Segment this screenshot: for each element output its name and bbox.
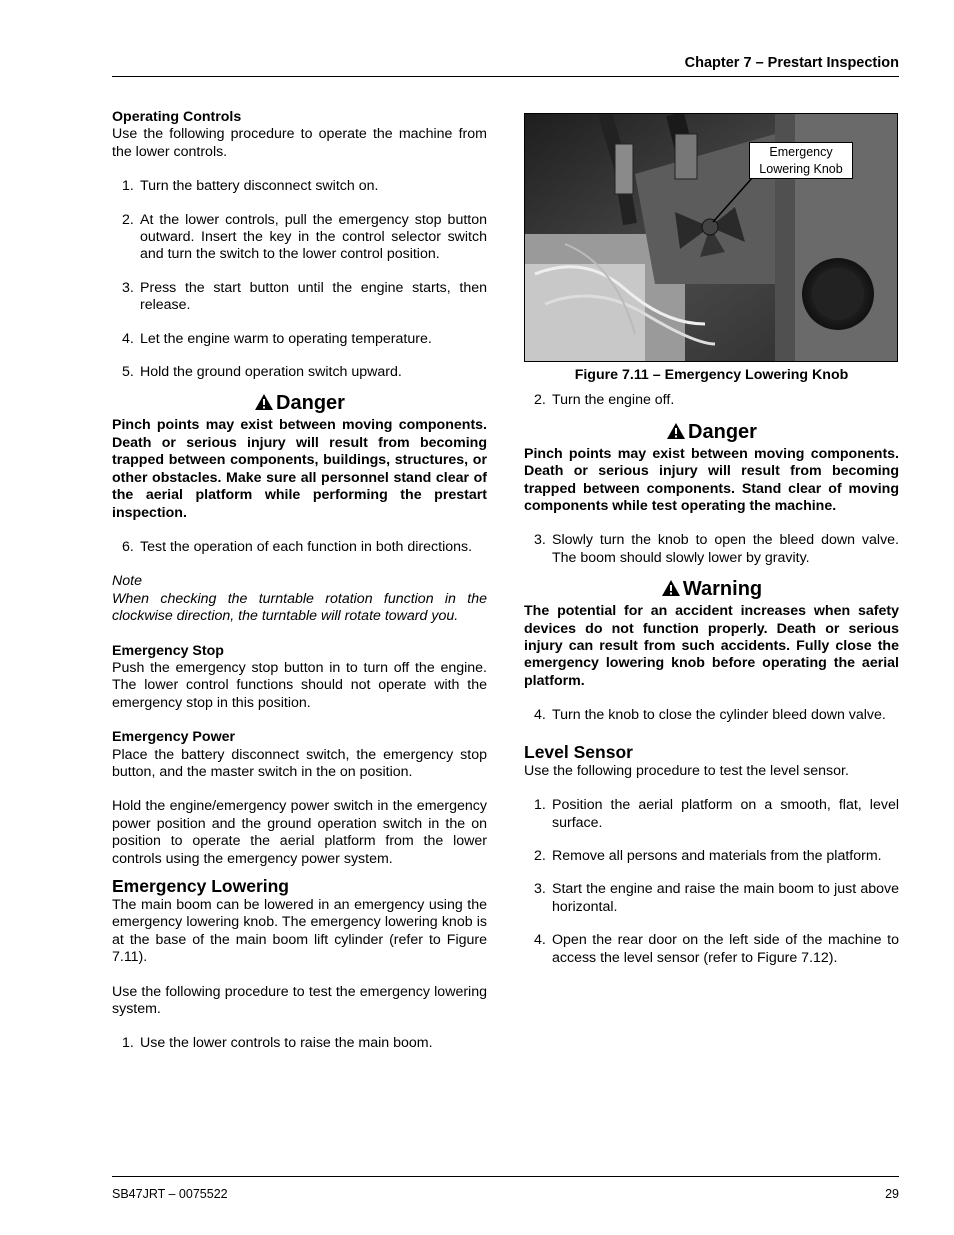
- list-item: 5. Hold the ground operation switch upward.: [122, 364, 402, 381]
- page-footer: [112, 1176, 899, 1201]
- note-label: Note: [112, 573, 142, 590]
- figure-callout: Emergency Lowering Knob: [749, 142, 853, 179]
- warning-triangle-icon: [254, 393, 274, 411]
- list-item: 3. Press the start button until the engine starts, then release.: [122, 279, 487, 314]
- left-column: [112, 109, 487, 1069]
- list-item: 6. Test the operation of each function in both directions.: [122, 538, 473, 555]
- figure-caption: Figure 7.11 – Emergency Lowering Knob: [574, 367, 849, 383]
- page-header: [112, 54, 899, 77]
- danger-text: Pinch points may exist between moving components. Death or serious injury will result from becoming trapped between components. Stand clear of moving components while test operating the machine.: [524, 445, 899, 515]
- list-item: 1. Position the aerial platform on a smooth, flat, level surface.: [534, 797, 899, 831]
- list-item: 2. At the lower controls, pull the emergency stop button outward. Insert the key in the control selector switch and turn the switch to the lower control position.: [122, 211, 487, 263]
- warning-triangle-icon: [661, 579, 681, 597]
- list-item: 3. Start the engine and raise the main boom to just above horizontal.: [534, 881, 899, 915]
- emergency-lowering-text-1: The main boom can be lowered in an emergency using the emergency lowering knob. The emergency lowering knob is at the base of the main boom lift cylinder (refer to Figure 7.11).: [112, 897, 487, 966]
- emergency-power-text-2: Hold the engine/emergency power switch in the emergency power position and the ground operation switch in the on position to operate the aerial platform from the lower controls using the emergency power system.: [112, 798, 487, 867]
- emergency-stop-heading: Emergency Stop: [112, 642, 224, 659]
- danger-text: Pinch points may exist between moving components. Death or serious injury will result from becoming trapped between components, buildings, structures, or other obstacles. Make sure all personnel stand clear of the aerial platform while performing the prestart inspection.: [112, 417, 487, 521]
- list-item: 2. Remove all persons and materials from the platform.: [534, 847, 882, 864]
- emergency-stop-text: Push the emergency stop button in to turn off the engine. The lower control functions should not operate with the emergency stop in this position.: [112, 659, 487, 711]
- warning-triangle-icon: [666, 422, 686, 440]
- operating-controls-heading: Operating Controls: [112, 109, 242, 125]
- danger-title: Danger: [688, 420, 757, 443]
- list-item: 2. Turn the engine off.: [534, 392, 675, 409]
- list-item: 4. Open the rear door on the left side of the machine to access the level sensor (refer to Figure 7.12).: [534, 932, 899, 966]
- emergency-lowering-heading: Emergency Lowering: [112, 876, 289, 896]
- right-column: [524, 113, 899, 983]
- warning-title: Warning: [682, 578, 763, 601]
- level-sensor-steps: [524, 797, 899, 967]
- danger-alert: [524, 420, 899, 516]
- document-id: SB47JRT – 0075522: [112, 1187, 228, 1201]
- chapter-title: Chapter 7 – Prestart Inspection: [684, 55, 899, 71]
- list-item: 1. Use the lower controls to raise the main boom.: [122, 1035, 433, 1052]
- figure-emergency-lowering-knob: [524, 113, 898, 362]
- operating-controls-steps: [112, 178, 487, 381]
- emergency-power-text-1: Place the battery disconnect switch, the emergency stop button, and the master switch in the on position.: [112, 746, 487, 780]
- emergency-power-heading: Emergency Power: [112, 729, 236, 746]
- list-item: 1. Turn the battery disconnect switch on.: [122, 178, 379, 195]
- emergency-lowering-text-2: Use the following procedure to test the emergency lowering system.: [112, 983, 487, 1018]
- warning-alert: [524, 577, 899, 690]
- note-text: When checking the turntable rotation function in the clockwise direction, the turntable will rotate toward you.: [112, 590, 487, 625]
- operating-controls-intro: Use the following procedure to operate the machine from the lower controls.: [112, 126, 487, 160]
- list-item: 4. Turn the knob to close the cylinder bleed down valve.: [534, 707, 886, 724]
- level-sensor-intro: Use the following procedure to test the level sensor.: [524, 762, 849, 779]
- danger-alert: [112, 391, 487, 521]
- warning-text: The potential for an accident increases when safety devices do not function properly. Death or serious injury can result from such accidents. Fully close the emergency lowering knob before operating the aerial platform.: [524, 603, 899, 689]
- danger-title: Danger: [276, 392, 345, 415]
- page-number: 29: [885, 1187, 899, 1201]
- list-item: 4. Let the engine warm to operating temperature.: [122, 330, 432, 347]
- level-sensor-heading: Level Sensor: [524, 741, 633, 762]
- list-item: 3. Slowly turn the knob to open the bleed down valve. The boom should slowly lower by gravity.: [534, 532, 899, 566]
